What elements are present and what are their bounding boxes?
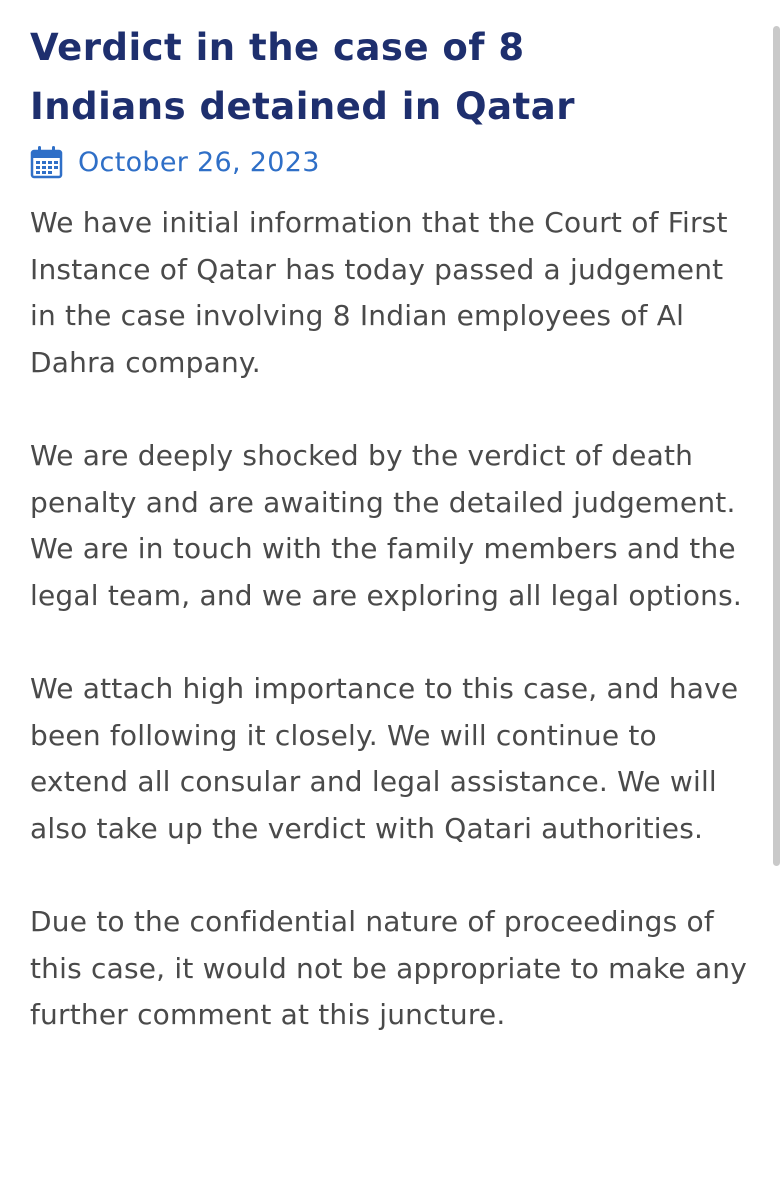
page-title: Verdict in the case of 8 Indians detained in Qatar — [30, 26, 575, 128]
scrollbar[interactable] — [773, 26, 780, 866]
article-body — [30, 200, 752, 1039]
calendar-icon — [30, 145, 64, 179]
paragraph: We have initial information that the Court of First Instance of Qatar has today passed a judgement in the case involving 8 Indian employees of Al Dahra company. — [30, 206, 728, 379]
paragraph: We attach high importance to this case, and have been following it closely. We will continue to extend all consular and legal assistance. We will also take up the verdict with Qatari authorities. — [30, 672, 739, 845]
date-row — [30, 140, 752, 184]
publish-date: October 26, 2023 — [78, 146, 320, 178]
paragraph: We are deeply shocked by the verdict of death penalty and are awaiting the detailed judgement. We are in touch with the family members and the legal team, and we are exploring all legal options. — [30, 439, 743, 612]
paragraph: Due to the confidential nature of proceedings of this case, it would not be appropriate to make any further comment at this juncture. — [30, 905, 748, 1031]
article — [30, 18, 752, 1086]
